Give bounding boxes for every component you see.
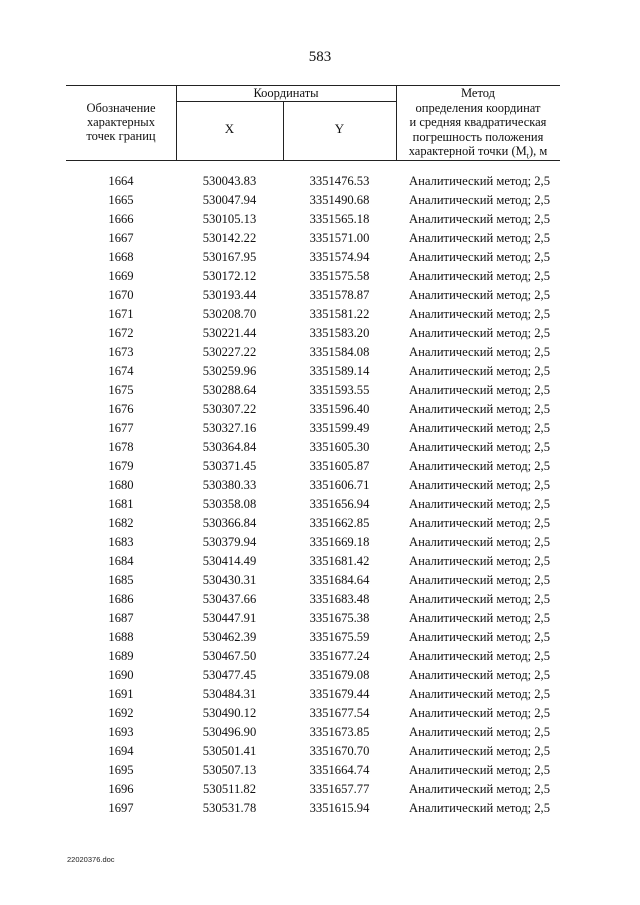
table-row xyxy=(66,269,560,288)
x-coordinate-cell: 530507.13 xyxy=(202,763,257,777)
method-cell: Аналитический метод; 2,5 xyxy=(409,307,551,321)
point-id-cell: 1675 xyxy=(108,383,134,397)
x-coordinate-cell: 530307.22 xyxy=(202,402,257,416)
y-coordinate-cell: 3351476.53 xyxy=(309,174,370,188)
point-id-cell: 1678 xyxy=(108,440,134,454)
header-y: Y xyxy=(334,121,345,136)
header-method-line: определения координат xyxy=(415,100,541,115)
y-coordinate-cell: 3351581.22 xyxy=(309,307,370,321)
method-cell: Аналитический метод; 2,5 xyxy=(409,250,551,264)
point-id-cell: 1683 xyxy=(108,535,134,549)
x-coordinate-cell: 530414.49 xyxy=(202,554,257,568)
method-cell: Аналитический метод; 2,5 xyxy=(409,288,551,302)
point-id-cell: 1679 xyxy=(108,459,134,473)
x-coordinate-cell: 530259.96 xyxy=(202,364,257,378)
table-row xyxy=(66,649,560,668)
y-coordinate-cell: 3351605.30 xyxy=(309,440,370,454)
method-cell: Аналитический метод; 2,5 xyxy=(409,649,551,663)
table-row xyxy=(66,554,560,573)
method-cell: Аналитический метод; 2,5 xyxy=(409,535,551,549)
point-id-cell: 1684 xyxy=(108,554,134,568)
method-cell: Аналитический метод; 2,5 xyxy=(409,421,551,435)
x-coordinate-cell: 530531.78 xyxy=(202,801,257,815)
y-coordinate-cell: 3351574.94 xyxy=(309,250,370,264)
point-id-cell: 1689 xyxy=(108,649,134,663)
header-method-text: характерной точки (M xyxy=(408,144,527,158)
method-cell: Аналитический метод; 2,5 xyxy=(409,801,551,815)
y-coordinate-cell: 3351681.42 xyxy=(309,554,370,568)
y-coordinate-cell: 3351670.70 xyxy=(309,744,370,758)
table-row xyxy=(66,440,560,459)
table-row xyxy=(66,782,560,801)
point-id-cell: 1693 xyxy=(108,725,134,739)
x-coordinate-cell: 530043.83 xyxy=(202,174,257,188)
point-id-cell: 1686 xyxy=(108,592,134,606)
point-id-cell: 1668 xyxy=(108,250,134,264)
point-id-cell: 1670 xyxy=(108,288,134,302)
point-id-cell: 1692 xyxy=(108,706,134,720)
method-cell: Аналитический метод; 2,5 xyxy=(409,440,551,454)
table-row xyxy=(66,706,560,725)
point-id-cell: 1695 xyxy=(108,763,134,777)
y-coordinate-cell: 3351673.85 xyxy=(309,725,370,739)
table-row xyxy=(66,478,560,497)
point-id-cell: 1664 xyxy=(108,174,134,188)
x-coordinate-cell: 530379.94 xyxy=(202,535,257,549)
table-row xyxy=(66,231,560,250)
x-coordinate-cell: 530371.45 xyxy=(202,459,257,473)
point-id-cell: 1690 xyxy=(108,668,134,682)
table-row xyxy=(66,326,560,345)
x-coordinate-cell: 530327.16 xyxy=(202,421,257,435)
method-cell: Аналитический метод; 2,5 xyxy=(409,687,551,701)
table-row xyxy=(66,611,560,630)
method-cell: Аналитический метод; 2,5 xyxy=(409,497,551,511)
table-row xyxy=(66,174,560,193)
table-row xyxy=(66,535,560,554)
table-row xyxy=(66,459,560,478)
y-coordinate-cell: 3351565.18 xyxy=(309,212,370,226)
x-coordinate-cell: 530380.33 xyxy=(202,478,257,492)
x-coordinate-cell: 530047.94 xyxy=(202,193,257,207)
y-coordinate-cell: 3351571.00 xyxy=(309,231,370,245)
method-cell: Аналитический метод; 2,5 xyxy=(409,402,551,416)
y-coordinate-cell: 3351669.18 xyxy=(309,535,370,549)
point-id-cell: 1680 xyxy=(108,478,134,492)
table-row xyxy=(66,212,560,231)
y-coordinate-cell: 3351599.49 xyxy=(309,421,370,435)
header-coordinates: Координаты xyxy=(253,86,319,100)
table-row xyxy=(66,744,560,763)
method-cell: Аналитический метод; 2,5 xyxy=(409,725,551,739)
method-cell: Аналитический метод; 2,5 xyxy=(409,174,551,188)
method-cell: Аналитический метод; 2,5 xyxy=(409,706,551,720)
header-designation-line: Обозначение xyxy=(86,101,156,115)
method-cell: Аналитический метод; 2,5 xyxy=(409,592,551,606)
method-cell: Аналитический метод; 2,5 xyxy=(409,459,551,473)
point-id-cell: 1667 xyxy=(108,231,134,245)
footer-filename: 22020376.doc xyxy=(67,855,115,864)
y-coordinate-cell: 3351606.71 xyxy=(309,478,370,492)
x-coordinate-cell: 530364.84 xyxy=(202,440,257,454)
method-cell: Аналитический метод; 2,5 xyxy=(409,269,551,283)
point-id-cell: 1671 xyxy=(108,307,134,321)
x-coordinate-cell: 530105.13 xyxy=(202,212,257,226)
x-coordinate-cell: 530288.64 xyxy=(202,383,257,397)
y-coordinate-cell: 3351578.87 xyxy=(309,288,370,302)
x-coordinate-cell: 530511.82 xyxy=(202,782,257,796)
header-method-line xyxy=(396,144,560,164)
x-coordinate-cell: 530496.90 xyxy=(202,725,257,739)
table-row xyxy=(66,725,560,744)
point-id-cell: 1674 xyxy=(108,364,134,378)
point-id-cell: 1666 xyxy=(108,212,134,226)
point-id-cell: 1691 xyxy=(108,687,134,701)
y-coordinate-cell: 3351490.68 xyxy=(309,193,370,207)
header-method-line: Метод xyxy=(460,86,496,100)
point-id-cell: 1687 xyxy=(108,611,134,625)
y-coordinate-cell: 3351615.94 xyxy=(309,801,370,815)
header-designation-line: характерных xyxy=(87,115,155,129)
point-id-cell: 1673 xyxy=(108,345,134,359)
method-cell: Аналитический метод; 2,5 xyxy=(409,744,551,758)
point-id-cell: 1672 xyxy=(108,326,134,340)
y-coordinate-cell: 3351677.54 xyxy=(309,706,370,720)
table-row xyxy=(66,630,560,649)
y-coordinate-cell: 3351677.24 xyxy=(309,649,370,663)
table-row xyxy=(66,801,560,820)
method-cell: Аналитический метод; 2,5 xyxy=(409,782,551,796)
method-cell: Аналитический метод; 2,5 xyxy=(409,231,551,245)
table-row xyxy=(66,307,560,326)
y-coordinate-cell: 3351657.77 xyxy=(309,782,370,796)
table-row xyxy=(66,573,560,592)
y-coordinate-cell: 3351684.64 xyxy=(309,573,370,587)
x-coordinate-cell: 530501.41 xyxy=(202,744,257,758)
method-cell: Аналитический метод; 2,5 xyxy=(409,573,551,587)
table-row xyxy=(66,345,560,364)
x-coordinate-cell: 530193.44 xyxy=(202,288,257,302)
table-body xyxy=(66,174,560,820)
y-coordinate-cell: 3351575.58 xyxy=(309,269,370,283)
y-coordinate-cell: 3351583.20 xyxy=(309,326,370,340)
y-coordinate-cell: 3351605.87 xyxy=(309,459,370,473)
x-coordinate-cell: 530490.12 xyxy=(202,706,257,720)
method-cell: Аналитический метод; 2,5 xyxy=(409,763,551,777)
point-id-cell: 1681 xyxy=(108,497,134,511)
table-row xyxy=(66,516,560,535)
y-coordinate-cell: 3351656.94 xyxy=(309,497,370,511)
table-row xyxy=(66,687,560,706)
point-id-cell: 1694 xyxy=(108,744,134,758)
method-cell: Аналитический метод; 2,5 xyxy=(409,326,551,340)
x-coordinate-cell: 530477.45 xyxy=(202,668,257,682)
table-row xyxy=(66,383,560,402)
point-id-cell: 1688 xyxy=(108,630,134,644)
x-coordinate-cell: 530208.70 xyxy=(202,307,257,321)
x-coordinate-cell: 530447.91 xyxy=(202,611,257,625)
y-coordinate-cell: 3351584.08 xyxy=(309,345,370,359)
header-designation xyxy=(66,101,176,143)
table-row xyxy=(66,402,560,421)
table-row xyxy=(66,193,560,212)
page-number: 583 xyxy=(308,49,332,65)
x-coordinate-cell: 530221.44 xyxy=(202,326,257,340)
method-cell: Аналитический метод; 2,5 xyxy=(409,193,551,207)
point-id-cell: 1669 xyxy=(108,269,134,283)
y-coordinate-cell: 3351596.40 xyxy=(309,402,370,416)
method-cell: Аналитический метод; 2,5 xyxy=(409,478,551,492)
y-coordinate-cell: 3351683.48 xyxy=(309,592,370,606)
table-row xyxy=(66,250,560,269)
y-coordinate-cell: 3351589.14 xyxy=(309,364,370,378)
method-cell: Аналитический метод; 2,5 xyxy=(409,630,551,644)
header-x: X xyxy=(224,121,235,136)
header-designation-line: точек границ xyxy=(86,129,156,143)
x-coordinate-cell: 530142.22 xyxy=(202,231,257,245)
header-method-line: погрешность положения xyxy=(412,129,544,144)
table-row xyxy=(66,288,560,307)
table-row xyxy=(66,421,560,440)
point-id-cell: 1682 xyxy=(108,516,134,530)
table-row xyxy=(66,497,560,516)
x-coordinate-cell: 530484.31 xyxy=(202,687,257,701)
header-method-text: ), м xyxy=(528,144,548,158)
point-id-cell: 1676 xyxy=(108,402,134,416)
x-coordinate-cell: 530467.50 xyxy=(202,649,257,663)
x-coordinate-cell: 530366.84 xyxy=(202,516,257,530)
y-coordinate-cell: 3351662.85 xyxy=(309,516,370,530)
x-coordinate-cell: 530430.31 xyxy=(202,573,257,587)
header-method-subscript: t xyxy=(526,151,529,161)
y-coordinate-cell: 3351593.55 xyxy=(309,383,370,397)
method-cell: Аналитический метод; 2,5 xyxy=(409,516,551,530)
header-method xyxy=(396,86,560,164)
method-cell: Аналитический метод; 2,5 xyxy=(409,345,551,359)
table-row xyxy=(66,592,560,611)
x-coordinate-cell: 530167.95 xyxy=(202,250,257,264)
method-cell: Аналитический метод; 2,5 xyxy=(409,554,551,568)
y-coordinate-cell: 3351679.08 xyxy=(309,668,370,682)
x-coordinate-cell: 530358.08 xyxy=(202,497,257,511)
table-row xyxy=(66,763,560,782)
x-coordinate-cell: 530227.22 xyxy=(202,345,257,359)
point-id-cell: 1696 xyxy=(108,782,134,796)
method-cell: Аналитический метод; 2,5 xyxy=(409,364,551,378)
y-coordinate-cell: 3351664.74 xyxy=(309,763,370,777)
point-id-cell: 1685 xyxy=(108,573,134,587)
table-row xyxy=(66,668,560,687)
point-id-cell: 1677 xyxy=(108,421,134,435)
x-coordinate-cell: 530437.66 xyxy=(202,592,257,606)
x-coordinate-cell: 530172.12 xyxy=(202,269,257,283)
x-coordinate-cell: 530462.39 xyxy=(202,630,257,644)
header-method-line: и средняя квадратическая xyxy=(409,115,547,129)
method-cell: Аналитический метод; 2,5 xyxy=(409,611,551,625)
point-id-cell: 1697 xyxy=(108,801,134,815)
method-cell: Аналитический метод; 2,5 xyxy=(409,383,551,397)
method-cell: Аналитический метод; 2,5 xyxy=(409,668,551,682)
y-coordinate-cell: 3351675.59 xyxy=(309,630,370,644)
y-coordinate-cell: 3351675.38 xyxy=(309,611,370,625)
coordinates-subheader-rule xyxy=(176,101,396,102)
point-id-cell: 1665 xyxy=(108,193,134,207)
table-row xyxy=(66,364,560,383)
method-cell: Аналитический метод; 2,5 xyxy=(409,212,551,226)
y-coordinate-cell: 3351679.44 xyxy=(309,687,370,701)
